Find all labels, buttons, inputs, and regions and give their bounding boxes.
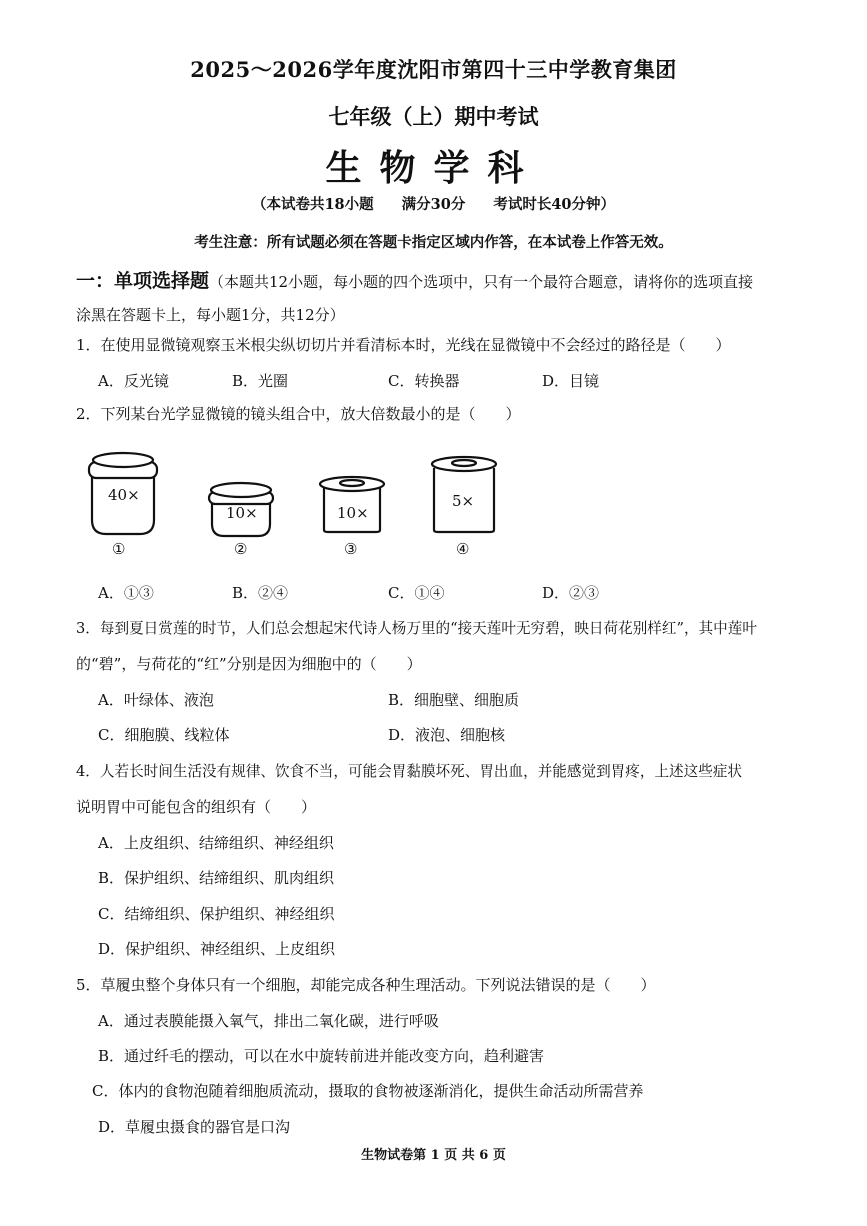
lens-diagram — [86, 446, 506, 566]
q3-option-d: D．液泡、细胞核 — [388, 726, 506, 744]
exam-info-score: 满分30分 — [401, 196, 466, 213]
q1-option-d: D．目镜 — [542, 372, 600, 390]
exam-info-count: （本试卷共18小题 — [251, 196, 374, 213]
q2-option-c: C．①④ — [388, 584, 445, 602]
lens-2-top — [211, 483, 271, 497]
q3-option-c: C．细胞膜、线粒体 — [98, 726, 230, 744]
lens-1-body — [92, 476, 154, 534]
q3-stem-line2: 的“碧”，与荷花的“红”分别是因为细胞中的（ ） — [76, 655, 422, 673]
lens-3-hole — [340, 480, 364, 486]
lens-2-num: ② — [234, 540, 248, 558]
q5-stem: 5．草履虫整个身体只有一个细胞，却能完成各种生理活动。下列说法错误的是（ ） — [76, 976, 656, 994]
q1-option-a: A．反光镜 — [98, 372, 169, 390]
q5-option-b: B．通过纤毛的摆动，可以在水中旋转前进并能改变方向，趋利避害 — [98, 1047, 545, 1065]
q1-stem: 1．在使用显微镜观察玉米根尖纵切切片并看清标本时，光线在显微镜中不会经过的路径是（ ） — [76, 336, 731, 354]
q5-option-c: C．体内的食物泡随着细胞质流动，摄取的食物被逐渐消化，提供生命活动所需营养 — [92, 1082, 644, 1100]
lens-3-mag: 10× — [337, 504, 369, 522]
lens-1-mag: 40× — [108, 486, 140, 504]
q4-option-a: A．上皮组织、结缔组织、神经组织 — [98, 834, 334, 852]
q5-option-a: A．通过表膜能摄入氧气，排出二氧化碳，进行呼吸 — [98, 1012, 439, 1030]
exam-info — [0, 193, 867, 214]
exam-notice: 考生注意：所有试题必须在答题卡指定区域内作答，在本试卷上作答无效。 — [194, 234, 673, 251]
q1-option-b: B．光圈 — [232, 372, 289, 390]
lens-4-hole — [452, 460, 476, 466]
lens-3-num: ③ — [344, 540, 358, 558]
q4-stem-line2: 说明胃中可能包含的组织有（ ） — [76, 798, 317, 816]
q3-stem-line1: 3．每到夏日赏莲的时节，人们总会想起宋代诗人杨万里的“接天莲叶无穷碧，映日荷花别样红”，其中莲叶 — [76, 620, 757, 637]
q2-option-b: B．②④ — [232, 584, 289, 602]
section-desc-line2: 涂黑在答题卡上，每小题1分，共12分） — [76, 306, 345, 324]
q4-option-c: C．结缔组织、保护组织、神经组织 — [98, 905, 335, 923]
q2-option-d: D．②③ — [542, 584, 600, 602]
section-desc-line1: （本题共12小题，每小题的四个选项中，只有一个最符合题意，请将你的选项直接 — [209, 273, 754, 291]
section-heading — [76, 266, 753, 293]
q1-option-c: C．转换器 — [388, 372, 460, 390]
q3-option-a: A．叶绿体、液泡 — [98, 691, 214, 709]
lens-4-num: ④ — [456, 540, 470, 558]
subject-title: 生物学科 — [325, 147, 542, 189]
section-title: 一：单项选择题 — [76, 270, 210, 292]
lens-1-top — [93, 453, 153, 467]
q4-stem-line1: 4．人若长时间生活没有规律、饮食不当，可能会胃黏膜坏死、胃出血，并能感觉到胃疼，上述这些症状 — [76, 763, 743, 780]
q3-option-b: B．细胞壁、细胞质 — [388, 691, 520, 709]
q2-option-a: A．①③ — [98, 584, 154, 602]
lens-4-mag: 5× — [452, 492, 475, 510]
school-title: 2025～2026学年度沈阳市第四十三中学教育集团 — [190, 57, 677, 82]
lens-2-mag: 10× — [226, 504, 258, 522]
lens-1-num: ① — [112, 540, 126, 558]
exam-info-time: 考试时长40分钟） — [493, 196, 616, 213]
q2-stem: 2．下列某台光学显微镜的镜头组合中，放大倍数最小的是（ ） — [76, 405, 521, 423]
q4-option-d: D．保护组织、神经组织、上皮组织 — [98, 940, 336, 958]
page-footer: 生物试卷第 1 页 共 6 页 — [361, 1148, 506, 1163]
exam-title: 七年级（上）期中考试 — [328, 104, 539, 129]
q5-option-d: D．草履虫摄食的器官是口沟 — [98, 1118, 291, 1136]
q4-option-b: B．保护组织、结缔组织、肌肉组织 — [98, 869, 335, 887]
